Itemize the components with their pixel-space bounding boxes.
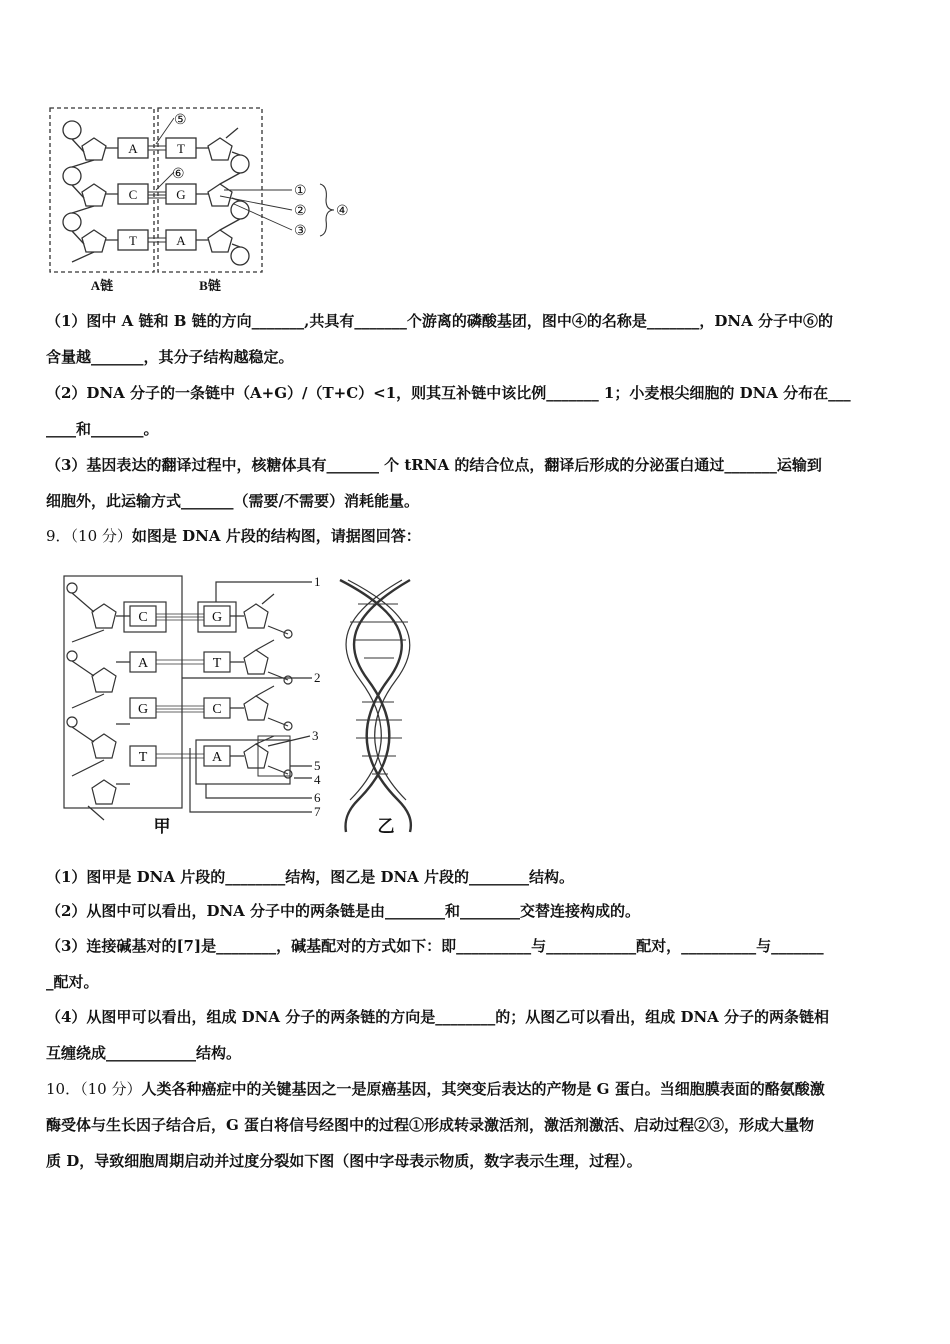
q9-stem	[46, 525, 421, 547]
fig2-base-left-3: G	[137, 702, 149, 717]
q8-line-3: （2）DNA 分子的一条链中（A+G）/（T+C）<1，则其互补链中该比例_______ 1；小麦根尖细胞的 DNA 分布在___	[46, 384, 851, 402]
fig2-number-6: 6	[314, 790, 321, 805]
marker-5: ⑤	[174, 113, 187, 128]
q9-line-1: （1）图甲是 DNA 片段的________结构，图乙是 DNA 片段的________结构。	[46, 868, 575, 886]
fig2-base-right-3: C	[212, 702, 222, 717]
q10-line-1-text: 人类各种癌症中的关键基因之一是原癌基因，其突变后表达的产物是 G 蛋白。当细胞膜表面的酪氨酸激	[141, 1080, 825, 1098]
q10-points: （10 分）	[80, 1080, 142, 1098]
q9-line-6: 互缠绕成____________结构。	[46, 1044, 242, 1062]
q10-line-2: 酶受体与生长因子结合后，G 蛋白将信号经图中的过程①形成转录激活剂，激活剂激活、启动过程②③，形成大量物	[46, 1116, 815, 1134]
marker-3: ③	[294, 224, 307, 239]
label-jia: 甲	[153, 817, 171, 836]
chain-b-label: B链	[199, 278, 221, 293]
q8-line-6: 细胞外，此运输方式_______（需要/不需要）消耗能量。	[46, 492, 419, 510]
fig1-base-a1: A	[128, 141, 138, 156]
q8-line-2: 含量越_______，其分子结构越稳定。	[46, 348, 294, 366]
fig1-base-b3: A	[176, 233, 186, 248]
q9-stem-text: 如图是 DNA 片段的结构图，请据图回答：	[131, 527, 421, 545]
marker-6: ⑥	[172, 167, 185, 182]
label-yi: 乙	[377, 817, 395, 836]
fig2-number-4: 4	[314, 772, 321, 787]
marker-2: ②	[294, 204, 307, 219]
fig1-base-b1: T	[177, 141, 185, 156]
jia-left-chain-box	[64, 576, 182, 808]
fig2-base-right-4: A	[211, 750, 223, 765]
q8-line-5: （3）基因表达的翻译过程中，核糖体具有_______ 个 tRNA 的结合位点，翻译后形成的分泌蛋白通过_______运输到	[46, 456, 822, 474]
fig2-number-2: 2	[314, 670, 321, 685]
fig2-base-left-1: C	[138, 610, 148, 625]
fig2-base-left-4: T	[138, 750, 148, 765]
fig1-base-b2: G	[176, 187, 186, 202]
marker-1: ①	[294, 184, 307, 199]
q9-number: 9．	[46, 527, 71, 545]
dna-schematic-figure-1	[44, 100, 364, 300]
q9-line-4: _配对。	[46, 973, 99, 991]
q9-line-3: （3）连接碱基对的[7]是________，碱基配对的方式如下：即__________与____________配对，__________与_______	[46, 937, 824, 955]
fig2-number-7: 7	[314, 804, 321, 819]
fig2-base-left-2: A	[137, 656, 149, 671]
q10-number: 10．	[46, 1080, 81, 1098]
fig2-base-right-2: T	[212, 656, 222, 671]
chain-a-label: A链	[90, 278, 114, 293]
q9-line-5: （4）从图甲可以看出，组成 DNA 分子的两条链的方向是________的；从图乙可以看出，组成 DNA 分子的两条链相	[46, 1008, 830, 1026]
q9-points: （10 分）	[70, 527, 132, 545]
fig2-number-1: 1	[314, 574, 321, 589]
fig2-base-right-1: G	[211, 610, 223, 625]
q9-line-2: （2）从图中可以看出，DNA 分子中的两条链是由________和________交替连接构成的。	[46, 902, 641, 920]
q10-line-3: 质 D，导致细胞周期启动并过度分裂如下图（图中字母表示物质，数字表示生理，过程）。	[46, 1152, 642, 1170]
fig2-number-5: 5	[314, 758, 321, 773]
q8-line-4: ____和_______。	[46, 420, 159, 438]
fig1-base-a3: T	[129, 233, 137, 248]
marker-4: ④	[336, 204, 349, 219]
dna-structure-figure-2	[58, 570, 458, 840]
fig2-number-3: 3	[312, 728, 319, 743]
fig1-base-a2: C	[128, 187, 138, 202]
q8-line-1: （1）图中 A 链和 B 链的方向_______,共具有_______个游离的磷酸基团，图中④的名称是_______，DNA 分子中⑥的	[46, 312, 833, 330]
q10-line-1	[46, 1078, 825, 1100]
